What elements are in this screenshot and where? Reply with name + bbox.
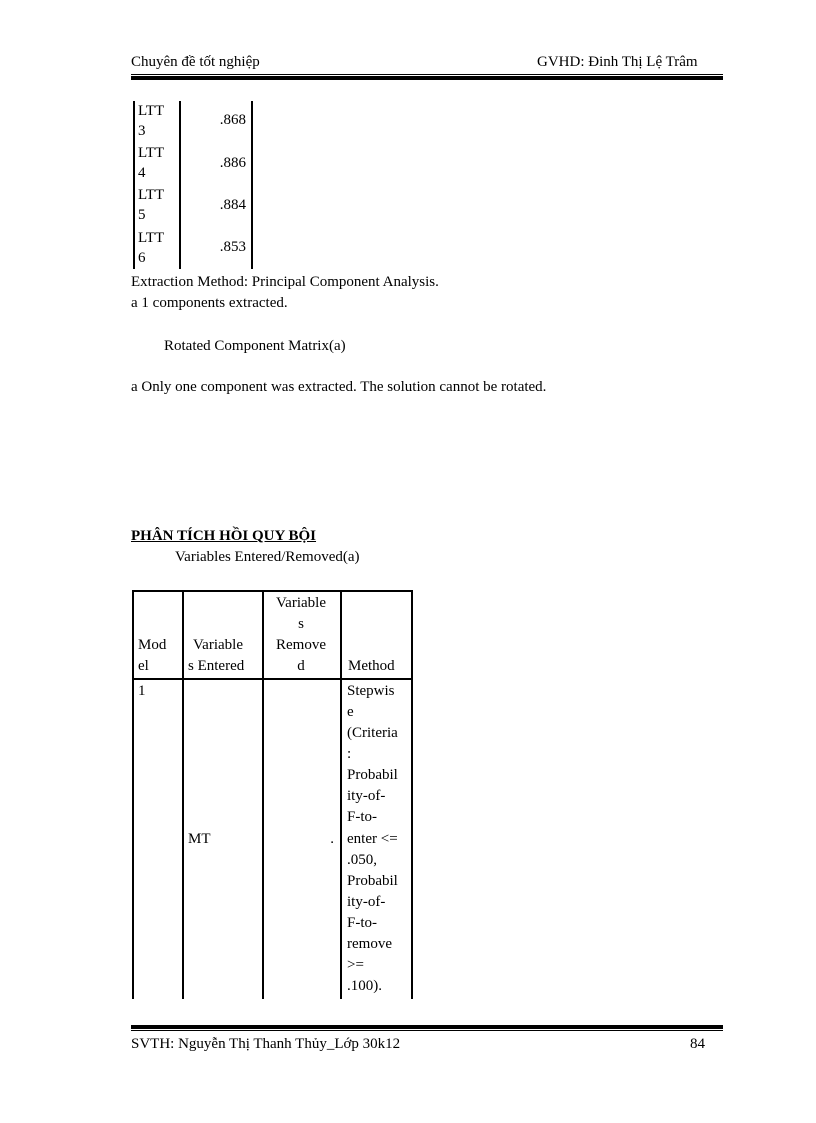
var-table-header-border bbox=[132, 678, 413, 680]
loadings-value: .868 bbox=[219, 112, 246, 128]
header-entered-line1: Variable bbox=[193, 637, 243, 653]
row-method-line: F-to- bbox=[347, 915, 377, 931]
loadings-label-line2: 6 bbox=[138, 250, 146, 266]
footer-rule-thin bbox=[131, 1030, 723, 1031]
row-method-line: >= bbox=[347, 957, 364, 973]
row-method-line: enter <= bbox=[347, 831, 398, 847]
row-method-line: (Criteria bbox=[347, 725, 398, 741]
loadings-label-line1: LTT bbox=[138, 103, 165, 119]
header-removed-line1: Variable bbox=[276, 595, 326, 611]
var-table-left-border bbox=[132, 590, 134, 999]
rotated-note: a Only one component was extracted. The solution cannot be rotated. bbox=[131, 379, 547, 395]
loadings-label-line1: LTT bbox=[138, 145, 165, 161]
var-table-right-border bbox=[411, 590, 413, 999]
row-method-line: e bbox=[347, 704, 354, 720]
row-entered: MT bbox=[188, 831, 211, 847]
row-model: 1 bbox=[138, 683, 146, 699]
row-method-line: .050, bbox=[347, 852, 377, 868]
header-model-line1: Mod bbox=[138, 637, 167, 653]
header-entered-line2: s Entered bbox=[188, 658, 245, 674]
header-method: Method bbox=[348, 658, 395, 674]
row-method-line: Stepwis bbox=[347, 683, 395, 699]
header-removed-line2: s bbox=[298, 616, 304, 632]
rotated-matrix-title: Rotated Component Matrix(a) bbox=[164, 338, 346, 354]
var-table-col-border bbox=[262, 590, 264, 999]
header-right: GVHD: Đinh Thị Lệ Trâm bbox=[537, 54, 698, 70]
loadings-label-line1: LTT bbox=[138, 230, 165, 246]
header-left: Chuyên đề tốt nghiệp bbox=[131, 54, 260, 70]
row-method-line: remove bbox=[347, 936, 392, 952]
components-note: a 1 components extracted. bbox=[131, 295, 288, 311]
loadings-right-border bbox=[251, 101, 253, 269]
variables-table-title: Variables Entered/Removed(a) bbox=[175, 549, 360, 565]
row-method-line: Probabil bbox=[347, 873, 398, 889]
row-method-line: .100). bbox=[347, 978, 382, 994]
row-method-line: Probabil bbox=[347, 767, 398, 783]
var-table-col-border bbox=[182, 590, 184, 999]
row-method-line: : bbox=[347, 746, 352, 762]
row-method-line: F-to- bbox=[347, 809, 377, 825]
loadings-mid-border bbox=[179, 101, 181, 269]
var-table-top-border bbox=[132, 590, 413, 592]
loadings-value: .884 bbox=[219, 197, 246, 213]
var-table-col-border bbox=[340, 590, 342, 999]
loadings-value: .886 bbox=[219, 155, 246, 171]
header-rule-thick bbox=[131, 76, 723, 80]
footer-left: SVTH: Nguyễn Thị Thanh Thủy_Lớp 30k12 bbox=[131, 1036, 401, 1052]
loadings-label-line2: 3 bbox=[138, 123, 146, 139]
extraction-note: Extraction Method: Principal Component Analysis. bbox=[131, 274, 439, 290]
footer-rule-thick bbox=[131, 1025, 723, 1029]
loadings-left-border bbox=[133, 101, 135, 269]
loadings-label-line2: 4 bbox=[138, 165, 146, 181]
loadings-label-line1: LTT bbox=[138, 187, 165, 203]
loadings-label-line2: 5 bbox=[138, 207, 146, 223]
page-number: 84 bbox=[690, 1036, 705, 1052]
row-method-line: ity-of- bbox=[347, 788, 386, 804]
loadings-value: .853 bbox=[219, 239, 246, 255]
section-title: PHÂN TÍCH HỒI QUY BỘI bbox=[131, 528, 317, 544]
header-removed-line3: Remove bbox=[276, 637, 326, 653]
header-model-line2: el bbox=[138, 658, 149, 674]
row-removed: . bbox=[330, 831, 334, 847]
header-removed-line4: d bbox=[297, 658, 305, 674]
row-method-line: ity-of- bbox=[347, 894, 386, 910]
header-rule-thin bbox=[131, 74, 723, 75]
